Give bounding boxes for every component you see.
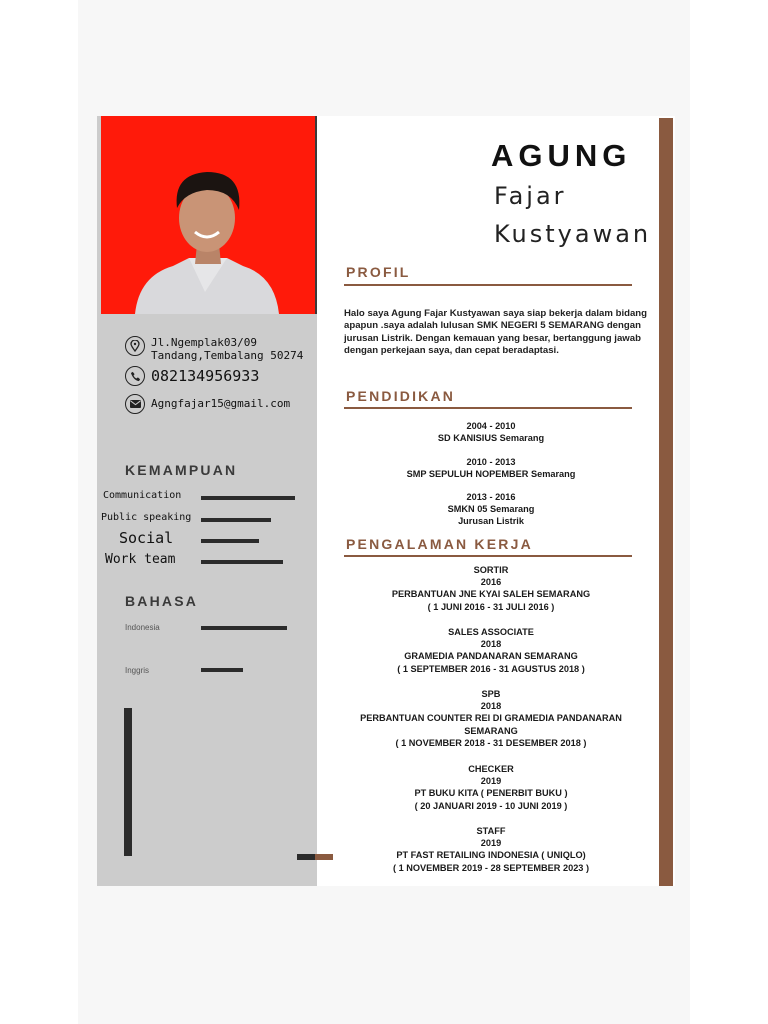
experience-company: PT BUKU KITA ( PENERBIT BUKU )	[414, 788, 568, 799]
address-line-2: Tandang,Tembalang 50274	[151, 349, 304, 362]
skill-bar-communication	[201, 496, 295, 500]
contact-address	[125, 336, 303, 362]
experience-year: 2018	[480, 701, 502, 712]
experience-heading-line	[344, 555, 632, 557]
education-heading-line	[344, 407, 632, 409]
education-school: SMP SEPULUH NOPEMBER Semarang	[406, 469, 576, 480]
location-pin-icon	[125, 336, 145, 356]
education-school: SMKN 05 Semarang	[447, 504, 535, 515]
decorative-vertical-bar	[124, 708, 132, 856]
experience-period: ( 1 JUNI 2016 - 31 JULI 2016 )	[427, 601, 555, 612]
contact-email	[125, 394, 290, 414]
experience-period: ( 1 NOVEMBER 2018 - 31 DESEMBER 2018 )	[395, 737, 587, 748]
experience-company: PERBANTUAN COUNTER REI DI GRAMEDIA PANDANARAN	[360, 713, 622, 724]
experience-year: 2018	[480, 639, 502, 650]
education-years: 2004 - 2010	[466, 421, 516, 431]
experience-year: 2019	[480, 838, 502, 849]
experience-role: SALES ASSOCIATE	[448, 627, 534, 637]
experience-period: ( 1 NOVEMBER 2019 - 28 SEPTEMBER 2023 )	[392, 862, 590, 873]
resume-page	[97, 116, 675, 886]
experience-heading: PENGALAMAN KERJA	[346, 536, 533, 552]
experience-role: SORTIR	[473, 565, 509, 575]
email-address: Agngfajar15@gmail.com	[151, 397, 291, 410]
language-bar-indonesia	[201, 626, 287, 630]
experience-year: 2016	[480, 577, 502, 588]
skill-bar-public-speaking	[201, 518, 271, 522]
skills-heading: KEMAMPUAN	[125, 462, 238, 478]
experience-company: PERBANTUAN JNE KYAI SALEH SEMARANG	[391, 589, 591, 600]
language-label-inggris: Inggris	[125, 666, 150, 675]
profile-photo	[101, 116, 315, 314]
education-entry	[329, 491, 653, 528]
experience-company-continued: SEMARANG	[464, 725, 518, 736]
education-entry	[329, 420, 653, 444]
profile-summary: Halo saya Agung Fajar Kustyawan saya siap bekerja dalam bidang apapun .saya adalah lulusan SMK NEGERI 5 SEMARANG dengan jurusan Listrik. Dengan kemauan yang besar, bertanggung jawab dengan perkejaan saya, dan cepat beradaptasi.	[344, 308, 648, 357]
profile-heading-line	[344, 284, 632, 286]
profile-heading: PROFIL	[346, 264, 411, 280]
skill-bar-social	[201, 539, 259, 543]
name-last: Kustyawan	[494, 220, 652, 248]
education-school: SD KANISIUS Semarang	[437, 433, 545, 444]
education-years: 2010 - 2013	[466, 457, 516, 467]
experience-role: SPB	[481, 689, 501, 699]
phone-number: 082134956933	[151, 367, 260, 385]
experience-role: CHECKER	[468, 764, 514, 774]
language-label-indonesia: Indonesia	[125, 623, 160, 632]
experience-period: ( 1 SEPTEMBER 2016 - 31 AGUSTUS 2018 )	[397, 663, 585, 674]
experience-entry	[329, 626, 653, 675]
experience-year: 2019	[480, 776, 502, 787]
experience-entry	[329, 564, 653, 613]
experience-period: ( 20 JANUARI 2019 - 10 JUNI 2019 )	[414, 800, 568, 811]
skill-label-social: Social	[119, 529, 174, 547]
experience-entry	[329, 763, 653, 812]
contact-phone	[125, 366, 259, 386]
languages-heading: BAHASA	[125, 593, 199, 609]
education-years: 2013 - 2016	[466, 492, 516, 502]
photo-divider	[315, 116, 317, 314]
email-icon	[125, 394, 145, 414]
address-line-1: Jl.Ngemplak03/09	[151, 336, 257, 349]
accent-side-bar	[659, 118, 673, 886]
education-heading: PENDIDIKAN	[346, 388, 456, 404]
skill-label-communication: Communication	[103, 490, 182, 501]
skill-label-work-team: Work team	[105, 552, 176, 567]
name-middle: Fajar	[494, 182, 567, 210]
language-bar-inggris	[201, 668, 243, 672]
experience-entry	[329, 688, 653, 749]
experience-entry	[329, 825, 653, 874]
education-major: Jurusan Listrik	[458, 516, 524, 527]
experience-company: PT FAST RETAILING INDONESIA ( UNIQLO)	[396, 850, 586, 861]
skill-bar-work-team	[201, 560, 283, 564]
phone-icon	[125, 366, 145, 386]
skill-label-public-speaking: Public speaking	[101, 512, 192, 523]
experience-role: STAFF	[476, 826, 506, 836]
education-entry	[329, 456, 653, 480]
name-first: AGUNG	[491, 138, 632, 173]
experience-company: GRAMEDIA PANDANARAN SEMARANG	[404, 651, 578, 662]
